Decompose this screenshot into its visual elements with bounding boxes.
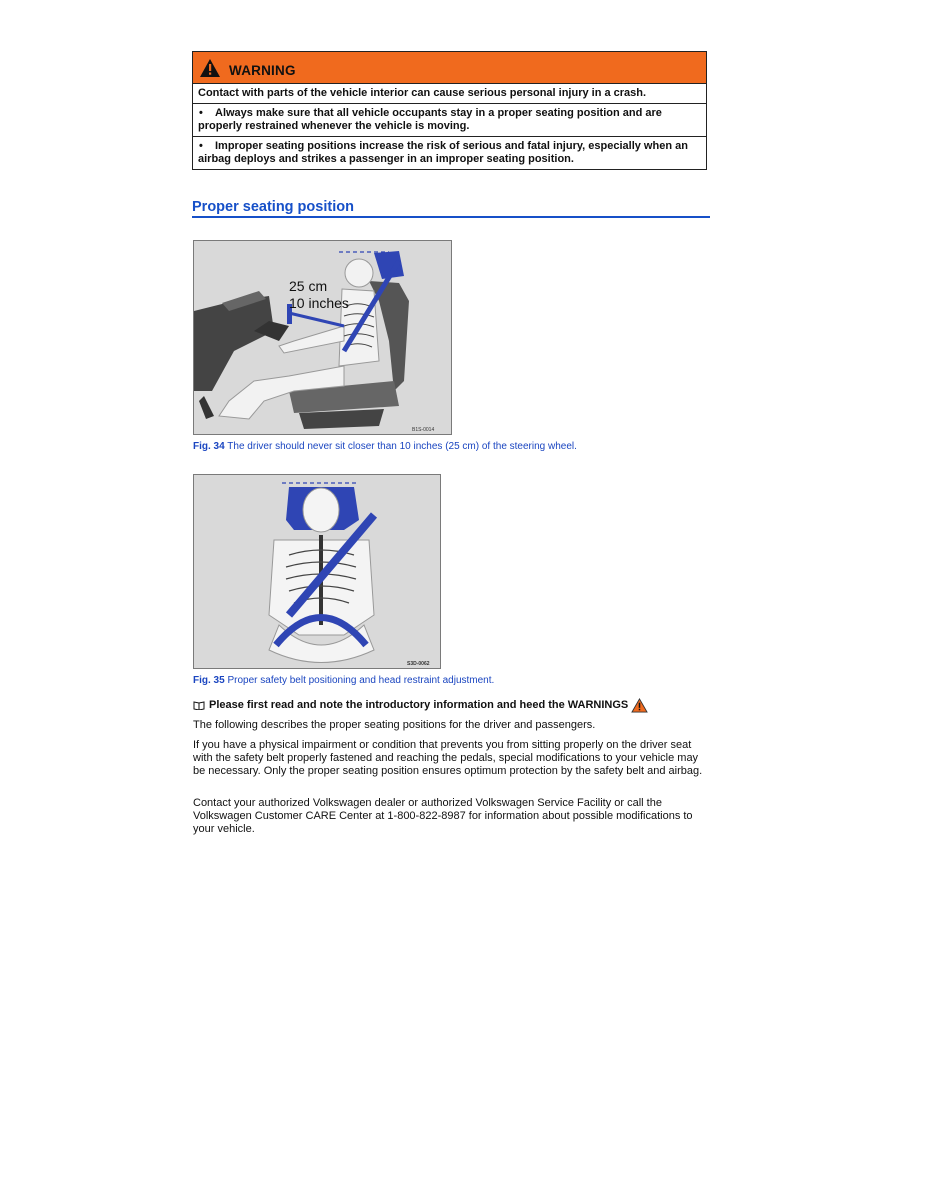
intro-note: [193, 698, 713, 713]
figure-35-illustration: [193, 474, 441, 669]
section-title: Proper seating position: [192, 199, 710, 218]
paragraph: Contact your authorized Volkswagen dealer or authorized Volkswagen Service Facility or call the Volkswagen Customer CARE Center at 1-800-822-8987 for information about possible modifications to your vehicle.: [193, 797, 693, 835]
paragraph: If you have a physical impairment or condition that prevents you from sitting properly on the driver seat with the safety belt properly fastened and reaching the pedals, special modifications to your vehicle may be necessary. Only the proper seating position ensures optimum protection by the safety belt and airbag.: [193, 739, 703, 777]
bullet-icon: •: [199, 107, 203, 119]
figure-code: B1S-0014: [412, 427, 435, 433]
paragraph: The following describes the proper seating positions for the driver and passengers.: [193, 719, 596, 731]
figure-caption-text: Proper safety belt positioning and head restraint adjustment.: [227, 675, 495, 686]
intro-note-text: Please first read and note the introductory information and heed the WARNINGS: [209, 699, 629, 711]
warning-bullet: [193, 137, 706, 169]
warning-bullet-text: Improper seating positions increase the risk of serious and fatal injury, especially when an airbag deploys and strikes a passenger in an improper seating position.: [198, 140, 688, 165]
figure-caption-text: The driver should never sit closer than 10 inches (25 cm) of the steering wheel.: [227, 441, 577, 452]
warning-triangle-icon: [631, 698, 648, 713]
figure-34-illustration: [193, 240, 452, 435]
distance-label-inches: 10 inches: [289, 295, 349, 311]
warning-title: WARNING: [229, 63, 296, 78]
warning-body: [193, 84, 706, 169]
figure-35-caption: [193, 675, 494, 686]
warning-header: [193, 52, 706, 84]
warning-triangle-icon: [199, 58, 221, 78]
bullet-icon: •: [199, 140, 203, 152]
figure-code: S3D-0062: [407, 661, 430, 667]
warning-bullet-text: Always make sure that all vehicle occupants stay in a proper seating position and are properly restrained whenever the vehicle is moving.: [198, 107, 662, 132]
warning-lead: Contact with parts of the vehicle interior can cause serious personal injury in a crash.: [193, 84, 706, 104]
distance-label-cm: 25 cm: [289, 278, 328, 294]
figure-number: Fig. 34: [193, 441, 225, 452]
figure-number: Fig. 35: [193, 675, 225, 686]
warning-box: [192, 51, 707, 170]
warning-bullet: [193, 104, 706, 137]
figure-34-caption: [193, 441, 577, 452]
book-icon: [193, 701, 205, 710]
